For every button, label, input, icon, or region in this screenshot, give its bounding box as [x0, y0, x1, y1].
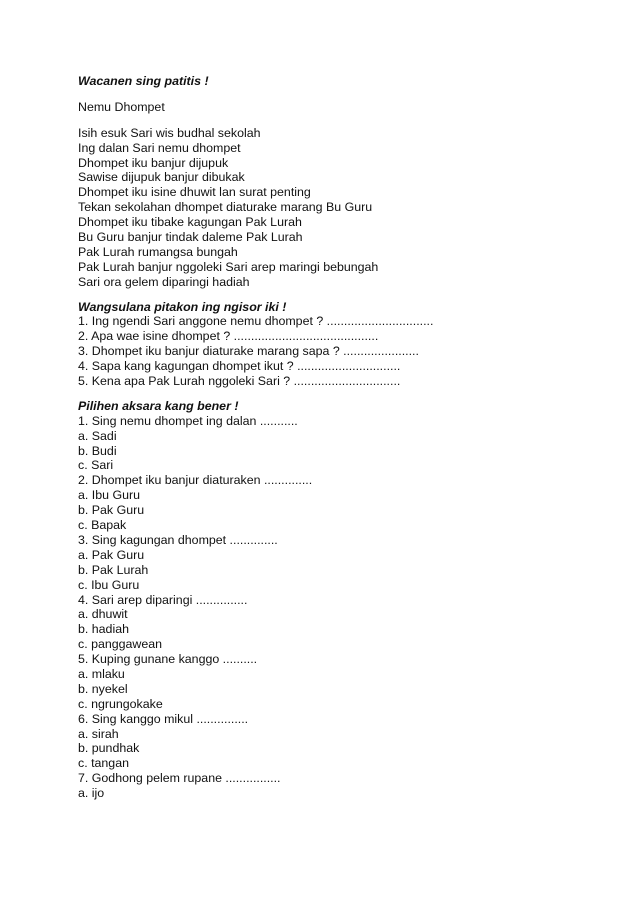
spacer: [78, 389, 598, 399]
choice-option: a. dhuwit: [78, 607, 128, 622]
choice-option: c. panggawean: [78, 637, 163, 652]
story-line: Pak Lurah banjur nggoleki Sari arep maringi bebungah: [78, 259, 379, 274]
worksheet-title: Wacanen sing patitis !: [78, 74, 209, 88]
choice-option: b. pundhak: [78, 741, 140, 756]
choice-option: c. Ibu Guru: [78, 577, 140, 592]
choice-option: a. ijo: [78, 786, 105, 801]
story-line: Tekan sekolahan dhompet diaturake marang Bu Guru: [78, 200, 373, 215]
story-line: Sari ora gelem diparingi hadiah: [78, 274, 250, 289]
story-line: Dhompet iku banjur dijupuk: [78, 155, 229, 170]
choice-option: a. Sadi: [78, 428, 117, 443]
choice-option: b. Budi: [78, 443, 117, 458]
choice-question: 4. Sari arep diparingi ...............: [78, 592, 248, 607]
story-line: Ing dalan Sari nemu dhompet: [78, 140, 241, 155]
question-line: 2. Apa wae isine dhompet ? ..........................................: [78, 329, 379, 344]
section1-heading: Wangsulana pitakon ing ngisor iki !: [78, 299, 287, 314]
spacer: [78, 290, 598, 300]
choice-option: c. Sari: [78, 458, 114, 473]
question-line: 4. Sapa kang kagungan dhompet ikut ? ..............................: [78, 359, 401, 374]
choice-option: a. mlaku: [78, 666, 125, 681]
story-text: [78, 126, 598, 290]
story-title: Nemu Dhompet: [78, 99, 165, 114]
spacer: [78, 89, 598, 100]
choice-question: 7. Godhong pelem rupane ................: [78, 771, 281, 786]
spacer: [78, 115, 598, 126]
story-line: Bu Guru banjur tindak daleme Pak Lurah: [78, 230, 303, 245]
choice-option: b. hadiah: [78, 622, 129, 637]
story-line: Dhompet iku tibake kagungan Pak Lurah: [78, 215, 302, 230]
choice-option: a. Pak Guru: [78, 547, 145, 562]
section1-questions: [78, 314, 598, 388]
choice-question: 6. Sing kanggo mikul ...............: [78, 711, 249, 726]
section2-heading: Pilihen aksara kang bener !: [78, 398, 239, 413]
choice-option: b. Pak Guru: [78, 503, 145, 518]
choice-question: 5. Kuping gunane kanggo ..........: [78, 652, 258, 667]
choice-option: b. nyekel: [78, 681, 128, 696]
choice-option: b. Pak Lurah: [78, 562, 149, 577]
question-line: 1. Ing ngendi Sari anggone nemu dhompet ? ...............................: [78, 314, 434, 329]
story-line: Pak Lurah rumangsa bungah: [78, 244, 238, 259]
choice-option: c. Bapak: [78, 518, 127, 533]
worksheet-page: [78, 74, 598, 801]
choice-option: c. ngrungokake: [78, 696, 163, 711]
question-line: 5. Kena apa Pak Lurah nggoleki Sari ? ...............................: [78, 374, 401, 389]
section2-choices: [78, 414, 598, 801]
choice-question: 2. Dhompet iku banjur diaturaken ..............: [78, 473, 313, 488]
story-line: Isih esuk Sari wis budhal sekolah: [78, 125, 261, 140]
choice-option: c. tangan: [78, 756, 129, 771]
choice-question: 3. Sing kagungan dhompet ..............: [78, 532, 278, 547]
story-line: Dhompet iku isine dhuwit lan surat penting: [78, 185, 311, 200]
question-line: 3. Dhompet iku banjur diaturake marang sapa ? ......................: [78, 344, 419, 359]
choice-option: a. Ibu Guru: [78, 488, 140, 503]
choice-option: a. sirah: [78, 726, 119, 741]
choice-question: 1. Sing nemu dhompet ing dalan ...........: [78, 413, 298, 428]
story-line: Sawise dijupuk banjur dibukak: [78, 170, 245, 185]
